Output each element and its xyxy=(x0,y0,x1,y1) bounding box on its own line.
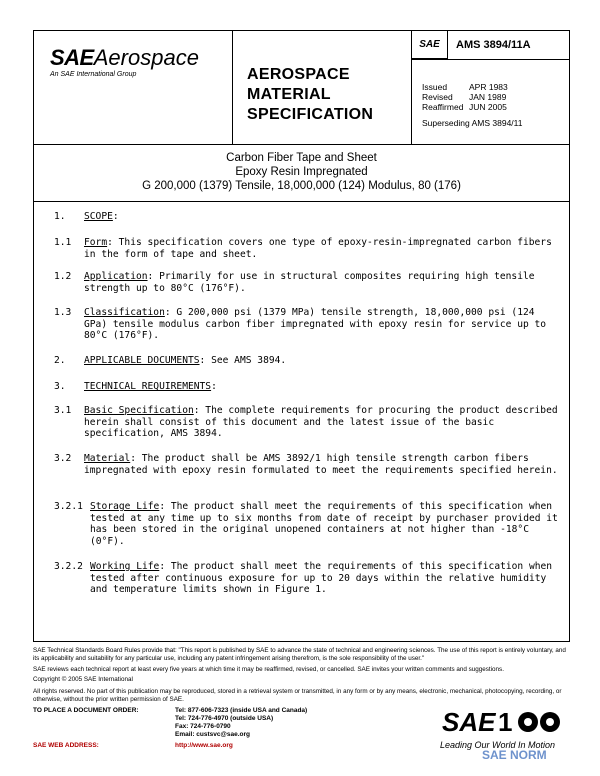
fax-number: Fax: 724-776-0790 xyxy=(175,723,231,730)
divider xyxy=(34,201,569,202)
divider xyxy=(34,144,569,145)
logo-tagline: An SAE International Group xyxy=(50,71,137,78)
revision-dates xyxy=(422,82,508,112)
section-heading: SCOPE xyxy=(84,211,113,222)
sae-aerospace-logo xyxy=(50,45,199,71)
sae-tagline: Leading Our World In Motion xyxy=(440,740,556,750)
sae-norm-watermark: SAE NORM xyxy=(482,748,547,762)
order-label: TO PLACE A DOCUMENT ORDER: xyxy=(33,707,139,714)
section-text: : The complete requirements for procuring the product described herein shall consist of this document and the latest issue of the basic specification, AMS 3894. xyxy=(84,405,558,439)
divider xyxy=(412,59,569,60)
section-text: : G 200,000 psi (1379 MPa) tensile strength, 18,000,000 psi (124 GPa) tensile modulus carbon fiber impregnated with epoxy resin for service up to 80°C (176°F). xyxy=(84,307,547,341)
header-logo-cell xyxy=(34,31,233,144)
section-text: : The product shall be AMS 3892/1 high tensile strength carbon fibers impregnated with epoxy resin formulated to meet the requirements specified herein. xyxy=(84,453,558,476)
sae-100-logo-graphic xyxy=(440,705,570,737)
sae-mini-logo: SAE xyxy=(412,31,448,59)
section-number: 3. xyxy=(54,381,66,392)
contact-details xyxy=(175,707,307,739)
spec-title-line: MATERIAL xyxy=(247,86,331,103)
email-link[interactable]: Email: custsvc@sae.org xyxy=(175,731,250,738)
phone-outside-usa[interactable]: Tel: 724-776-4970 (outside USA) xyxy=(175,715,274,722)
date-label: Revised xyxy=(422,92,453,102)
section-number: 1.3 xyxy=(54,307,72,318)
svg-text:SAE: SAE xyxy=(442,707,496,737)
title-line: Epoxy Resin Impregnated xyxy=(235,166,368,178)
section-number: 3.2.2 xyxy=(54,561,83,572)
web-label: SAE WEB ADDRESS: xyxy=(33,742,99,749)
section-number: 1.1 xyxy=(54,237,72,248)
section-number: 1.2 xyxy=(54,271,72,282)
date-value: JUN 2005 xyxy=(469,102,507,112)
date-row-revised xyxy=(422,92,508,102)
footer-rules-text: SAE Technical Standards Board Rules provide that: "This report is published by SAE to advance the state of technical and engineering sciences. The use of this report is entirely voluntary, and its applicability and suitability for any particular use, including any patent infringement arising therefrom, is the sole responsibility of the user." xyxy=(33,647,566,662)
section-text: : The product shall meet the requirements of this specification when tested after continuous exposure for up to 20 days within the relative humidity and temperature limits shown in Figure 1. xyxy=(90,561,553,595)
spec-title-line: SPECIFICATION xyxy=(247,106,374,123)
date-label: Issued xyxy=(422,82,448,92)
web-url-link[interactable]: http://www.sae.org xyxy=(175,742,233,749)
section-text: : xyxy=(211,381,217,392)
svg-text:1: 1 xyxy=(498,707,513,737)
header-title-cell xyxy=(233,31,412,144)
date-row-reaffirmed xyxy=(422,102,508,112)
section-number: 3.1 xyxy=(54,405,72,416)
rights-notice: All rights reserved. No part of this publication may be reproduced, stored in a retrieval system or transmitted, in any form or by any means, electronic, mechanical, photocopying, recording, or otherwise, without the prior written permission of SAE. xyxy=(33,688,562,703)
section-heading: Working Life xyxy=(90,561,160,572)
section-heading: Form xyxy=(84,237,108,248)
spec-type-title xyxy=(247,65,373,125)
section-heading: APPLICABLE DOCUMENTS xyxy=(84,355,200,366)
superseding-note: Superseding AMS 3894/11 xyxy=(422,118,523,128)
legal-footer xyxy=(33,647,573,677)
spec-frame xyxy=(33,30,570,642)
section-heading: Application xyxy=(84,271,148,282)
section-text: : xyxy=(112,211,119,222)
section-text: : See AMS 3894. xyxy=(199,355,287,366)
date-row-issued xyxy=(422,82,508,92)
section-number: 3.2.1 xyxy=(54,501,83,512)
section-heading: Material xyxy=(84,453,131,464)
section-number: 3.2 xyxy=(54,453,72,464)
logo-sae-text: SAE xyxy=(50,45,94,70)
footer-review-text: SAE reviews each technical report at least every five years at which time it may be reaffirmed, revised, or cancelled. SAE invites your written comments and suggestions. xyxy=(33,666,504,673)
date-label: Reaffirmed xyxy=(422,102,464,112)
title-line: G 200,000 (1379) Tensile, 18,000,000 (124) Modulus, 80 (176) xyxy=(142,180,461,192)
document-title xyxy=(34,151,569,193)
section-number: 1. xyxy=(54,211,66,222)
title-line: Carbon Fiber Tape and Sheet xyxy=(226,152,377,164)
section-number: 2. xyxy=(54,355,66,366)
spec-title-line: AEROSPACE xyxy=(247,66,350,83)
section-heading: Basic Specification xyxy=(84,405,194,416)
section-text: : The product shall meet the requirements of this specification when tested at any time up to six months from date of receipt by purchaser provided it has been stored in the original unopened containers at not higher than -18°C (0°F). xyxy=(90,501,558,547)
date-value: APR 1983 xyxy=(469,82,508,92)
logo-aerospace-text: Aerospace xyxy=(93,45,199,70)
date-value: JAN 1989 xyxy=(469,92,507,102)
section-heading: Classification xyxy=(84,307,165,318)
sae-100-logo xyxy=(440,705,570,737)
document-number: AMS 3894/11A xyxy=(456,39,531,51)
header-info-cell xyxy=(412,31,569,144)
web-address xyxy=(33,742,233,749)
section-text: : Primarily for use in structural composites requiring high tensile strength up to 80°C (176°F). xyxy=(84,271,535,294)
phone-inside-usa[interactable]: Tel: 877-606-7323 (inside USA and Canada) xyxy=(175,707,308,714)
copyright: Copyright © 2005 SAE International xyxy=(33,676,133,683)
section-text: : This specification covers one type of epoxy-resin-impregnated carbon fibers in the form of tape and sheet. xyxy=(84,237,552,260)
section-heading: TECHNICAL REQUIREMENTS xyxy=(84,381,212,392)
section-heading: Storage Life xyxy=(90,501,160,512)
